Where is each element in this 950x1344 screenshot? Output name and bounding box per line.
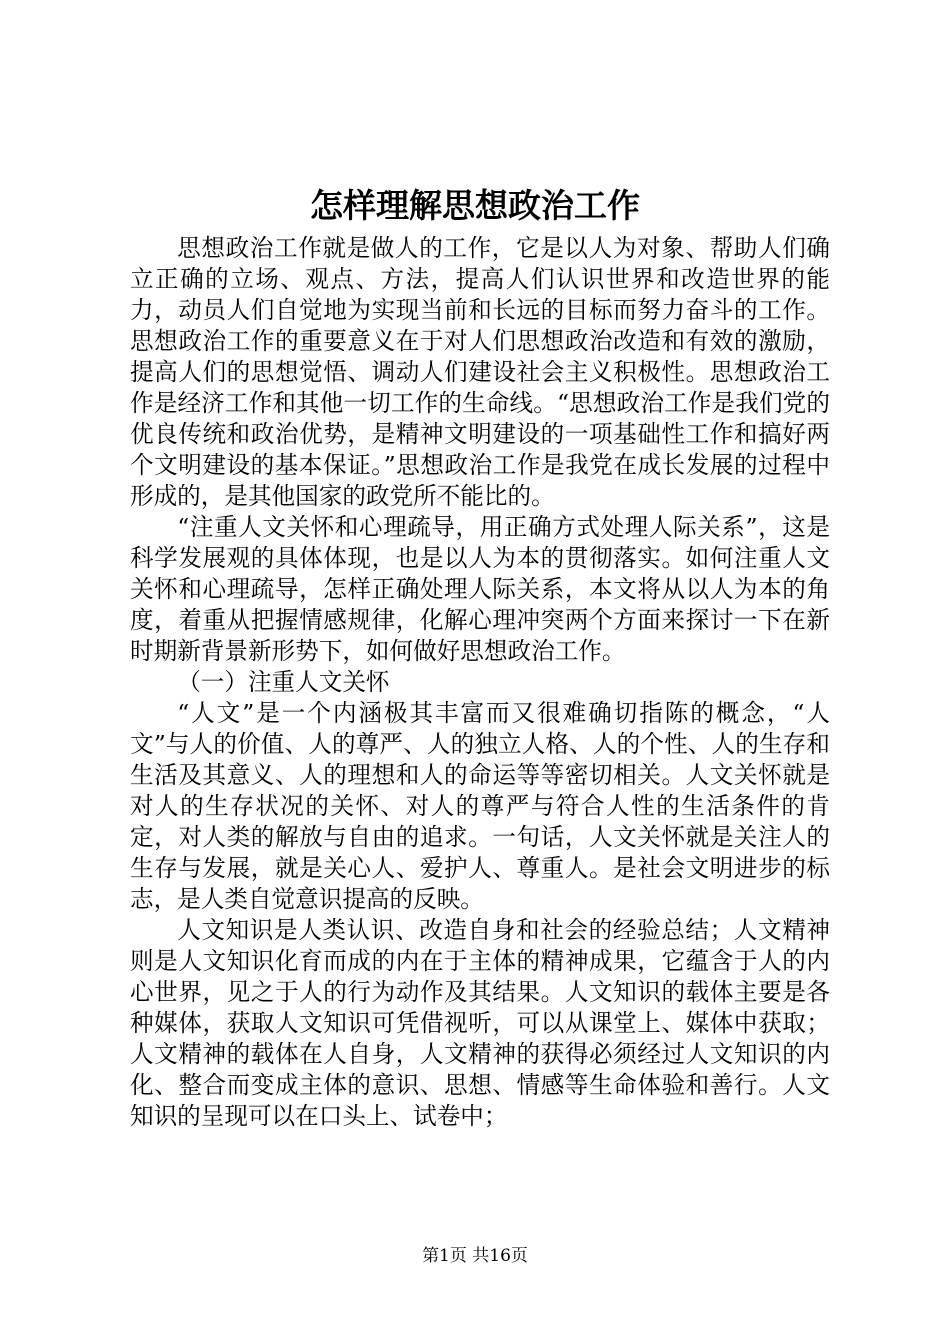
paragraph-humanities-knowledge: 人文知识是人类认识、改造自身和社会的经验总结；人文精神则是人文知识化育而成的内在于主体的精神成果，它蕴含于人的内心世界，见之于人的行为动作及其结果。人文知识的载体主要是各种媒体，获取人文知识可凭借视听，可以从课堂上、媒体中获取；人文精神的载体在人自身，人文精神的获得必须经过人文知识的内化、整合而变成主体的意识、思想、情感等生命体验和善行。人文知识的呈现可以在口头上、试卷中；	[130, 916, 830, 1130]
section-heading: （一）注重人文关怀	[177, 668, 390, 696]
paragraph-intro: 思想政治工作就是做人的工作，它是以人为对象、帮助人们确立正确的立场、观点、方法，提高人们认识世界和改造世界的能力，动员人们自觉地为实现当前和长远的目标而努力奋斗的工作。思想政治工作的重要意义在于对人们思想政治改造和有效的激励，提高人们的思想觉悟、调动人们建设社会主义积极性。思想政治工作是经济工作和其他一切工作的生命线。“思想政治工作是我们党的优良传统和政治优势，是精神文明建设的一项基础性工作和搞好两个文明建设的基本保证。”思想政治工作是我党在成长发展的过程中形成的，是其他国家的政党所不能比的。	[130, 234, 830, 510]
paragraph-humanistic-care-intro: “注重人文关怀和心理疏导，用正确方式处理人际关系”，这是科学发展观的具体体现，也是以人为本的贯彻落实。如何注重人文关怀和心理疏导，怎样正确处理人际关系，本文将从以人为本的角度，着重从把握情感规律，化解心理冲突两个方面来探讨一下在新时期新背景新形势下，如何做好思想政治工作。	[130, 513, 830, 665]
paragraph-humanities-concept: “人文”是一个内涵极其丰富而又很难确切指陈的概念，“人文”与人的价值、人的尊严、人的独立人格、人的个性、人的生存和生活及其意义、人的理想和人的命运等等密切相关。人文关怀就是对人的生存状况的关怀、对人的尊严与符合人性的生活条件的肯定，对人类的解放与自由的追求。一句话，人文关怀就是关注人的生存与发展，就是关心人、爱护人、尊重人。是社会文明进步的标志，是人类自觉意识提高的反映。	[130, 699, 830, 913]
page-footer: 第1页 共16页	[422, 1246, 528, 1266]
document-title: 怎样理解思想政治工作	[310, 186, 640, 225]
document-body	[130, 233, 830, 1132]
